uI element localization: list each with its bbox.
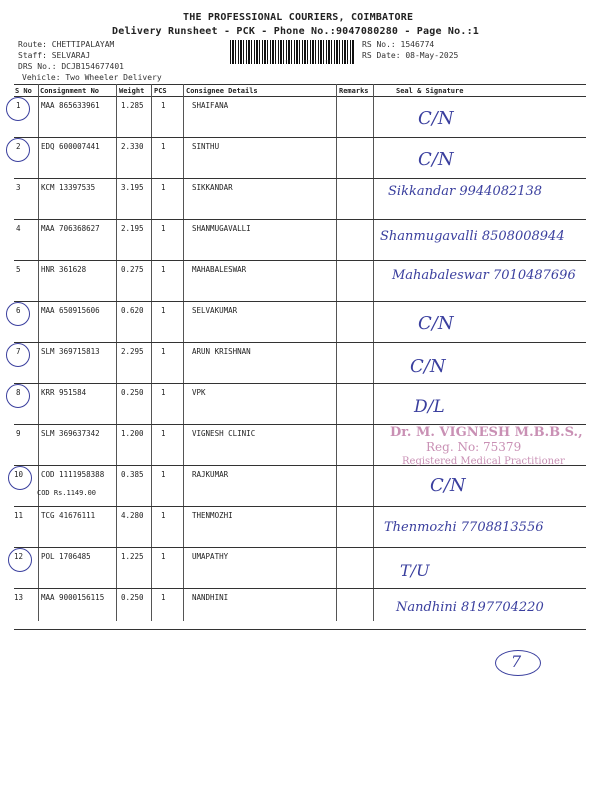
- row-pcs: 1: [161, 306, 166, 315]
- row-divider: [14, 342, 586, 343]
- stamp-doctor-name: Dr. M. VIGNESH M.B.B.S.,: [390, 425, 583, 440]
- row-sno: 7: [16, 347, 21, 356]
- row-consignment-no: COD 1111958388: [41, 470, 105, 479]
- row-consignee: SHAIFANA: [192, 101, 229, 110]
- row-consignment-no: MAA 865633961: [41, 101, 100, 110]
- row-pcs: 1: [161, 265, 166, 274]
- row-signature: C/N: [418, 313, 454, 334]
- row-pcs: 1: [161, 552, 166, 561]
- row-weight: 0.250: [121, 593, 144, 602]
- row-signature: Shanmugavalli 8508008944: [380, 229, 565, 244]
- row-weight: 1.225: [121, 552, 144, 561]
- circle-mark: [6, 138, 30, 162]
- runsheet-subtitle: Delivery Runsheet - PCK - Phone No.:9047080280 - Page No.:1: [112, 26, 480, 37]
- row-pcs: 1: [161, 429, 166, 438]
- column-header-sno: S No: [15, 87, 32, 95]
- stamp-reg-number: Reg. No: 75379: [426, 440, 522, 454]
- row-consignment-no: EDQ 600007441: [41, 142, 100, 151]
- row-sno: 6: [16, 306, 21, 315]
- row-pcs: 1: [161, 224, 166, 233]
- row-sno: 10: [14, 470, 24, 479]
- company-title: THE PROFESSIONAL COURIERS, COIMBATORE: [183, 12, 414, 23]
- column-divider: [38, 84, 39, 621]
- row-consignee: MAHABALESWAR: [192, 265, 247, 274]
- row-consignee: SIKKANDAR: [192, 183, 233, 192]
- row-consignment-no: SLM 369715813: [41, 347, 100, 356]
- row-consignee: SELVAKUMAR: [192, 306, 238, 315]
- row-consignment-no: KCM 13397535: [41, 183, 96, 192]
- row-consignment-no: POL 1706485: [41, 552, 91, 561]
- row-weight: 2.195: [121, 224, 144, 233]
- row-weight: 2.330: [121, 142, 144, 151]
- row-sno: 5: [16, 265, 21, 274]
- row-pcs: 1: [161, 511, 166, 520]
- row-signature: Thenmozhi 7708813556: [384, 520, 544, 535]
- row-signature: C/N: [418, 149, 454, 170]
- row-consignment-no: TCG 41676111: [41, 511, 96, 520]
- column-header-weight: Weight: [119, 87, 145, 95]
- row-weight: 4.280: [121, 511, 144, 520]
- circled-count: 7: [511, 652, 522, 671]
- row-signature: T/U: [400, 561, 430, 580]
- circle-mark: [6, 384, 30, 408]
- row-pcs: 1: [161, 593, 166, 602]
- row-sno: 8: [16, 388, 21, 397]
- row-weight: 0.275: [121, 265, 144, 274]
- row-signature: Sikkandar 9944082138: [388, 184, 543, 199]
- row-divider: [14, 547, 586, 548]
- row-consignee: UMAPATHY: [192, 552, 229, 561]
- header-bottom-border: [14, 96, 586, 97]
- row-pcs: 1: [161, 101, 166, 110]
- row-sno: 4: [16, 224, 21, 233]
- drs-number: DRS No.: DCJB154677401: [18, 62, 124, 71]
- row-pcs: 1: [161, 347, 166, 356]
- row-weight: 3.195: [121, 183, 144, 192]
- row-sno: 2: [16, 142, 21, 151]
- circle-mark: [6, 343, 30, 367]
- row-pcs: 1: [161, 142, 166, 151]
- row-divider: [14, 301, 586, 302]
- row-divider: [14, 178, 586, 179]
- row-sno: 12: [14, 552, 24, 561]
- row-consignee: SINTHU: [192, 142, 220, 151]
- row-divider: [14, 506, 586, 507]
- row-consignment-no: SLM 369637342: [41, 429, 100, 438]
- column-divider: [151, 84, 152, 621]
- row-signature: Nandhini 8197704220: [396, 600, 544, 615]
- row-consignee: NANDHINI: [192, 593, 229, 602]
- circle-mark: [8, 466, 32, 490]
- column-header-signature: Seal & Signature: [396, 87, 464, 95]
- vehicle-label: Vehicle: Two Wheeler Delivery: [22, 73, 162, 82]
- row-sno: 13: [14, 593, 24, 602]
- row-cod-amount: COD Rs.1149.00: [37, 489, 97, 497]
- column-header-pcs: PCS: [154, 87, 167, 95]
- row-consignment-no: MAA 706368627: [41, 224, 100, 233]
- column-header-remarks: Remarks: [339, 87, 369, 95]
- row-consignee: SHANMUGAVALLI: [192, 224, 251, 233]
- row-sno: 1: [16, 101, 21, 110]
- column-divider: [116, 84, 117, 621]
- stamp-practitioner: Registered Medical Practitioner: [402, 456, 565, 467]
- route-label: Route: CHETTIPALAYAM: [18, 40, 115, 49]
- circle-mark: [6, 302, 30, 326]
- rs-number: RS No.: 1546774: [362, 40, 435, 49]
- row-sno: 3: [16, 183, 21, 192]
- row-signature: C/N: [410, 356, 446, 377]
- row-weight: 2.295: [121, 347, 144, 356]
- row-signature: C/N: [418, 108, 454, 129]
- row-consignment-no: KRR 951584: [41, 388, 87, 397]
- row-consignment-no: MAA 9000156115: [41, 593, 105, 602]
- row-pcs: 1: [161, 388, 166, 397]
- row-sno: 9: [16, 429, 21, 438]
- row-consignment-no: HNR 361628: [41, 265, 87, 274]
- row-weight: 0.620: [121, 306, 144, 315]
- row-consignee: VIGNESH CLINIC: [192, 429, 256, 438]
- row-signature: C/N: [430, 475, 466, 496]
- column-header-consignee: Consignee Details: [186, 87, 258, 95]
- row-consignee: THENMOZHI: [192, 511, 233, 520]
- circle-mark: [6, 97, 30, 121]
- row-consignee: VPK: [192, 388, 206, 397]
- row-consignment-no: MAA 650915606: [41, 306, 100, 315]
- row-divider: [14, 588, 586, 589]
- row-divider: [14, 137, 586, 138]
- column-header-consignment: Consignment No: [40, 87, 100, 95]
- row-consignee: RAJKUMAR: [192, 470, 229, 479]
- row-signature: Mahabaleswar 7010487696: [392, 268, 576, 283]
- row-divider: [14, 260, 586, 261]
- row-signature: D/L: [414, 397, 445, 417]
- circle-mark: [8, 548, 32, 572]
- staff-label: Staff: SELVARAJ: [18, 51, 91, 60]
- row-weight: 0.250: [121, 388, 144, 397]
- row-pcs: 1: [161, 470, 166, 479]
- row-consignee: ARUN KRISHNAN: [192, 347, 251, 356]
- column-divider: [373, 84, 374, 621]
- row-divider: [14, 629, 586, 630]
- row-sno: 11: [14, 511, 24, 520]
- column-divider: [336, 84, 337, 621]
- row-divider: [14, 219, 586, 220]
- row-weight: 0.385: [121, 470, 144, 479]
- row-pcs: 1: [161, 183, 166, 192]
- column-divider: [183, 84, 184, 621]
- barcode-image: [230, 40, 355, 64]
- row-weight: 1.200: [121, 429, 144, 438]
- rs-date: RS Date: 08-May-2025: [362, 51, 459, 60]
- row-divider: [14, 383, 586, 384]
- table-top-border: [14, 84, 586, 85]
- row-weight: 1.285: [121, 101, 144, 110]
